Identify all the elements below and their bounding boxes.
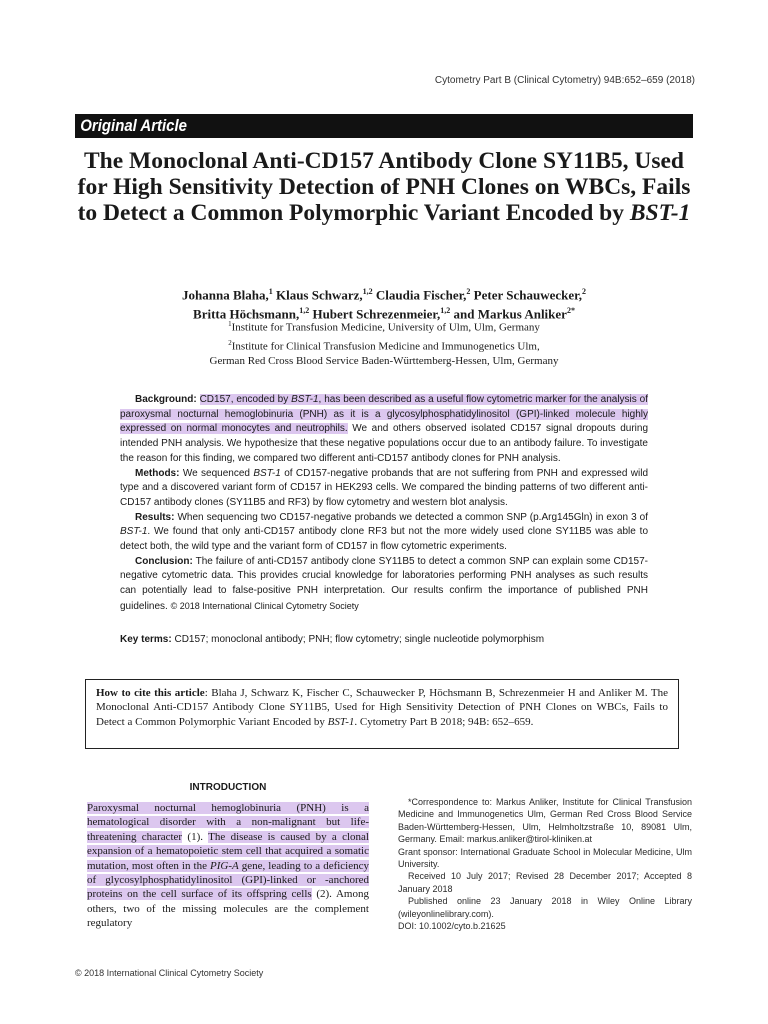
cite-gene: BST-1 (327, 715, 355, 728)
author-name: Peter Schauwecker, (473, 287, 582, 303)
section-label: Results: (135, 511, 175, 523)
title-text: The Monoclonal Anti-CD157 Antibody Clone SY11B5, Used for High Sensitivity Detection of PNH Clones on WBCs, Fails to Detect a Common Polymorphic Variant Encoded by (77, 148, 691, 226)
grant-note: Grant sponsor: International Graduate School in Molecular Medicine, Ulm University. (398, 846, 692, 870)
section-label: Conclusion: (135, 555, 193, 567)
author-affiliation-mark: 2 (581, 287, 586, 296)
author-name: Klaus Schwarz, (275, 287, 363, 303)
abstract-background (120, 393, 648, 467)
author-name: Britta Höchsmann, (193, 306, 300, 322)
footer-copyright: © 2018 International Clinical Cytometry Society (75, 968, 264, 978)
key-terms-text: CD157; monoclonal antibody; PNH; flow cytometry; single nucleotide polymorphism (174, 634, 545, 645)
affiliation-mark: 2 (228, 338, 232, 347)
key-terms (120, 634, 648, 645)
affiliation-text: Institute for Transfusion Medicine, University of Ulm, Ulm, Germany (231, 321, 540, 334)
author-affiliation-mark: 2 (466, 287, 471, 296)
abstract (120, 393, 648, 615)
cite-text-end: . Cytometry Part B 2018; 94B: 652–659. (354, 715, 534, 728)
correspondence-note: *Correspondence to: Markus Anliker, Institute for Clinical Transfusion Medicine and Immunogenetics Ulm, German Red Cross Blood Service Baden-Württemberg-Hessen, Ulm, Helmholtzstraße 10, 89081 Ulm, Germany. Email: markus.anliker@tirol-kliniken.at (398, 797, 692, 845)
author-affiliation-mark: 2* (566, 306, 575, 316)
abstract-methods: Methods: We sequenced BST-1 of CD157-negative probands that are not suffering from PNH and expressed wild type and a discovered variant form of CD157 in HEK293 cells. We compared the binding patterns of two different anti-CD157 antibody clones (SY11B5 and RF3) by flow cytometry and western blot analysis. (120, 467, 649, 508)
article-title (70, 148, 698, 226)
intro-heading: INTRODUCTION (189, 782, 267, 793)
doi-note: DOI: 10.1002/cyto.b.21625 (398, 921, 506, 932)
affiliation-text: Institute for Clinical Transfusion Medicine and Immunogenetics Ulm, (231, 340, 540, 353)
intro-column (87, 782, 369, 931)
section-label: Background: (135, 394, 197, 405)
cite-text: : Blaha J, Schwarz K, Fischer C, Schauwecker P, Höchsmann B, Schrezenmeier H and Anliker M. The Monoclonal Anti-CD157 Antibody Clone SY11B5, Used for High Sensitivity Detection of PNH Clones on WBCs, Fails to Detect a Common Polymorphic Variant Encoded by (96, 687, 668, 728)
affiliation-line: German Red Cross Blood Service Baden-Württemberg-Hessen, Ulm, Germany (209, 355, 559, 368)
article-type-banner (75, 114, 693, 138)
article-type-label: Original Article (80, 116, 187, 135)
abstract-copyright: © 2018 International Clinical Cytometry Society (170, 600, 359, 611)
author-name: Johanna Blaha, (182, 287, 269, 303)
author-conjunction: and (453, 306, 475, 322)
dates-note: Received 10 July 2017; Revised 28 December 2017; Accepted 8 January 2018 (398, 871, 692, 894)
abstract-text: We and others observed isolated CD157 signal dropouts during intended PNH analysis. We hypothesize that these negative populations occur due to an antibody failure. To investigate the reason for this finding, we compared two different anti-CD157 antibody clones for PNH analysis. (120, 423, 649, 464)
abstract-conclusion: Conclusion: The failure of anti-CD157 antibody clone SY11B5 to detect a common SNP can explain some CD157-negative cytometric data. This provides crucial knowledge for laboratories performing PNH analyses as such results can potentially lead to false-positive PNH interpretation. Our results confirm the importance of published PNH guidelines. © 2018 International Clinical Cytometry Society (120, 555, 648, 612)
title-gene: BST-1 (629, 200, 691, 226)
affiliation-line (70, 317, 698, 336)
section-label: Methods: (135, 467, 180, 479)
author-name: Claudia Fischer, (375, 287, 467, 303)
cite-label: How to cite this article (96, 687, 205, 699)
highlighted-text: Paroxysmal nocturnal hemoglobinuria (PNH) is a hematological disorder with a non-malignant but life-threatening character (87, 802, 369, 843)
intro-paragraph: Paroxysmal nocturnal hemoglobinuria (PNH) is a hematological disorder with a non-malignant but life-threatening character (1). The disease is caused by a clonal expansion of a hematopoietic stem cell that acquired a somatic mutation, most often in the PIG-A gene, leading to a deficiency of glycosylphosphatidylinositol (GPI)-linked or -anchored proteins on the cell surface of its offspring cells (2). Among others, two of the missing molecules are the complement regulatory (87, 802, 369, 930)
author-affiliation-mark: 1,2 (299, 306, 310, 316)
affiliation-mark: 1 (228, 320, 232, 328)
author-affiliation-mark: 1,2 (362, 287, 373, 296)
how-to-cite-box (85, 679, 679, 749)
highlighted-text: CD157, encoded by BST-1, has been described as a useful flow cytometric marker for the analysis of paroxysmal nocturnal hemoglobinuria (PNH) as it is a glycosylphosphatidylinositol (GPI)-linked molecule highly expressed on normal monocytes and neutrophils. (120, 394, 649, 435)
affiliation-line (70, 336, 698, 355)
journal-citation: Cytometry Part B (Clinical Cytometry) 94B:652–659 (2018) (434, 75, 695, 86)
author-name: Hubert Schrezenmeier, (312, 306, 441, 322)
affiliations (70, 317, 698, 369)
author-affiliation-mark: 1 (268, 287, 273, 296)
highlighted-text: The disease is caused by a clonal expansion of a hematopoietic stem cell that acquired a somatic mutation, most often in the PIG-A gene, leading to a deficiency of glycosylphosphatidylinositol (GPI)-linked or -anchored proteins on the cell surface of its offspring cells (87, 830, 369, 901)
abstract-results: Results: When sequencing two CD157-negative probands we detected a common SNP (p.Arg145Gln) in exon 3 of BST-1. We found that only anti-CD157 antibody clone RF3 but not the more widely used clone SY11B5 was able to detect both, the wild type and the variant form of CD157 in flow cytometric experiments. (120, 511, 649, 553)
published-note: Published online 23 January 2018 in Wiley Online Library (wileyonlinelibrary.com). (398, 896, 692, 919)
side-notes (398, 796, 692, 932)
author-name: Markus Anliker (477, 306, 567, 322)
key-terms-label: Key terms: (120, 634, 172, 645)
author-affiliation-mark: 1,2 (440, 306, 451, 316)
